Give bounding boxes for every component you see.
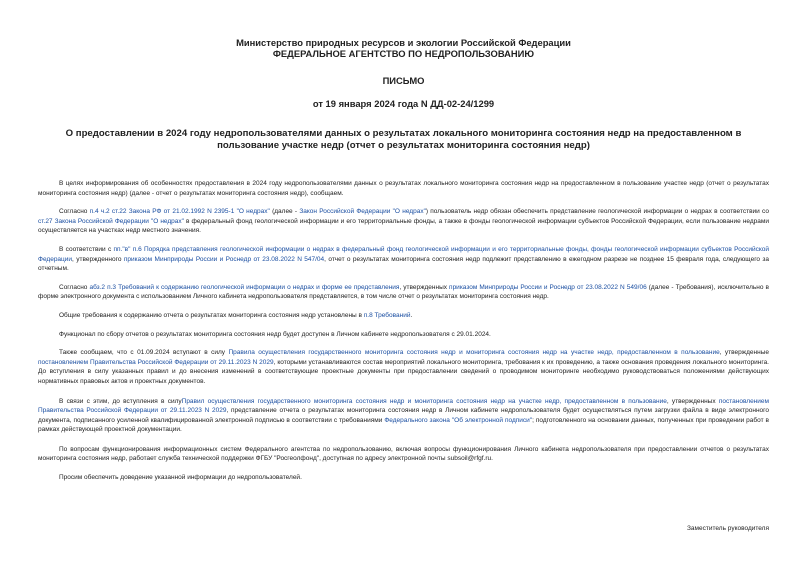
paragraph-text: Общие требования к содержанию отчета о результатах мониторинга состояния недр установлены в: [59, 311, 364, 319]
paragraph-text: Также сообщаем, что с 01.09.2024 вступают в силу: [59, 349, 229, 357]
paragraph-text: , представление отчета о результатах мониторинга состояния недр в Личном кабинете недропользователя будет осуществляться путем загрузки файла в виде электронного документа, подписанного усиленной квалифицированной электронной подписью в соответствии с требованиями: [38, 407, 769, 424]
link-law-on-subsoil[interactable]: Закон Российской Федерации "О недрах": [299, 208, 426, 216]
paragraph-text: , утвержденных: [399, 283, 450, 291]
paragraph-text: ) пользователь недр обязан обеспечить представление геологической информации о недрах в соответствии со: [425, 208, 769, 216]
link-resolution-2029[interactable]: постановлением Правительства Российской Федерации от 29.11.2023 N 2029: [38, 358, 274, 366]
paragraph-text: Согласно: [59, 208, 90, 216]
ministry-name: Министерство природных ресурсов и экологии Российской Федерации: [236, 37, 571, 48]
paragraph-1: [38, 179, 769, 198]
paragraph-2: [38, 207, 769, 236]
paragraph-text: В целях информирования об особенностях предоставления в 2024 году недропользователями данных о результатах локального мониторинга состояния недр на предоставленном в пользование участке недр (отчет о результатах мониторинга состояния недр) (далее - отчет о результатах мониторинга состояния недр), сообщаем.: [38, 180, 769, 197]
link-monitoring-rules[interactable]: Правила осуществления государственного мониторинга состояния недр и мониторинга состояния недр на участке недр, предоставленном в пользование: [228, 349, 720, 357]
document-type: ПИСЬМО: [382, 75, 425, 86]
link-law-article-22[interactable]: п.4 ч.2 ст.22 Закона РФ от 21.02.1992 N 2395-1 "О недрах": [89, 208, 270, 216]
paragraph-text: (далее -: [269, 208, 300, 216]
paragraph-5: [38, 311, 769, 321]
link-law-electronic-signature[interactable]: Федерального закона "Об электронной подписи": [384, 416, 533, 424]
paragraph-7: [38, 348, 769, 386]
link-requirements-content[interactable]: абз.2 п.3 Требований к содержанию геологической информации о недрах и форме ее представления: [89, 283, 400, 291]
link-order-549[interactable]: приказом Минприроды России и Роснедр от 23.08.2022 N 549/06: [449, 283, 647, 291]
paragraph-text: ; подготовленного на основании данных, полученных при проведении работ в рамках действующей проектной документации.: [38, 416, 770, 434]
paragraph-text: В соответствии с: [59, 245, 114, 253]
paragraph-text: Просим обеспечить доведение указанной информации до недропользователей.: [59, 474, 302, 482]
link-procedure-geological-info[interactable]: пп."в" п.6 Порядка представления геологической информации о недрах в федеральный фонд геологической информации и его территориальные фонды, фонды геологической информации субъектов Российской Федерации: [38, 245, 769, 263]
paragraph-text: По вопросам функционирования информационных систем Федерального агентства по недропользованию, включая вопросы функционирования Личного кабинета недропользователя при предоставлении отчетов о результатах мониторинга состояния недр, работает служба технической поддержки ФГБУ "Росгеолфонд", доступная по адресу электронной почты subsoil@rfgf.ru.: [38, 445, 769, 463]
signature-title: Заместитель руководителя: [687, 525, 769, 532]
paragraph-10: [38, 473, 769, 483]
paragraph-4: [38, 283, 769, 302]
paragraph-3: [38, 245, 769, 274]
paragraph-text: Функционал по сбору отчетов о результатах мониторинга состояния недр будет доступен в Личном кабинете недропользователя с 29.01.2024.: [59, 330, 491, 338]
paragraph-text: , утвержденного: [72, 255, 124, 263]
paragraph-text: , утвержденные: [719, 349, 769, 357]
paragraph-9: [38, 445, 769, 464]
link-resolution-2029[interactable]: постановлением Правительства Российской Федерации от 29.11.2023 N 2029: [38, 397, 769, 415]
link-requirements-p8[interactable]: п.8 Требований: [363, 311, 411, 319]
paragraph-text: в федеральный фонд геологической информации и его территориальные фонды, а также в фонды геологической информации субъектов Российской Федерации, если пользование недрами осуществляется на участках недр местного значения.: [38, 217, 770, 235]
paragraph-text: .: [410, 311, 413, 319]
agency-name: ФЕДЕРАЛЬНОЕ АГЕНТСТВО ПО НЕДРОПОЛЬЗОВАНИЮ: [272, 48, 535, 59]
paragraph-6: [38, 330, 769, 340]
paragraph-text: , которыми устанавливаются состав мероприятий локального мониторинга, требования к их проведению, а также основания проведения локального мониторинга. До вступления в силу указанных правил и до внесения изменений в соответствующие проектные документы при предоставлении сведений о проводимом мониторинге необходимо руководствоваться положениями действующих нормативных правовых актов и проектных документов.: [38, 358, 769, 385]
paragraph-text: , утвержденных: [666, 397, 719, 405]
link-law-article-27[interactable]: ст.27 Закона Российской Федерации "О недрах": [38, 217, 184, 225]
link-order-547[interactable]: приказом Минприроды России и Роснедр от 23.08.2022 N 547/04: [123, 255, 325, 263]
paragraph-text: , отчет о результатах мониторинга состояния недр подлежит представлению в ежегодном разрезе не позднее 15 февраля года, следующего за отчетным.: [38, 255, 770, 273]
paragraph-text: (далее - Требования), исключительно в форме электронного документа с использованием Личного кабинета недропользователя представляется, в том числе отчет о результатах мониторинга состояния недр.: [38, 283, 769, 301]
paragraph-8: [38, 397, 769, 435]
paragraph-text: Согласно: [59, 283, 90, 291]
paragraph-text: В связи с этим, до вступления в силу: [59, 397, 182, 405]
document-date: от 19 января 2024 года N ДД-02-24/1299: [312, 98, 495, 109]
link-monitoring-rules[interactable]: Правил осуществления государственного мониторинга состояния недр и мониторинга состояния недр на участке недр, предоставленном в пользование: [181, 397, 667, 405]
document-title: О предоставлении в 2024 году недропользователями данных о результатах локального мониторинга состояния недр на предоставленном в пользование участке недр (отчет о результатах мониторинга состояния недр): [65, 128, 742, 151]
